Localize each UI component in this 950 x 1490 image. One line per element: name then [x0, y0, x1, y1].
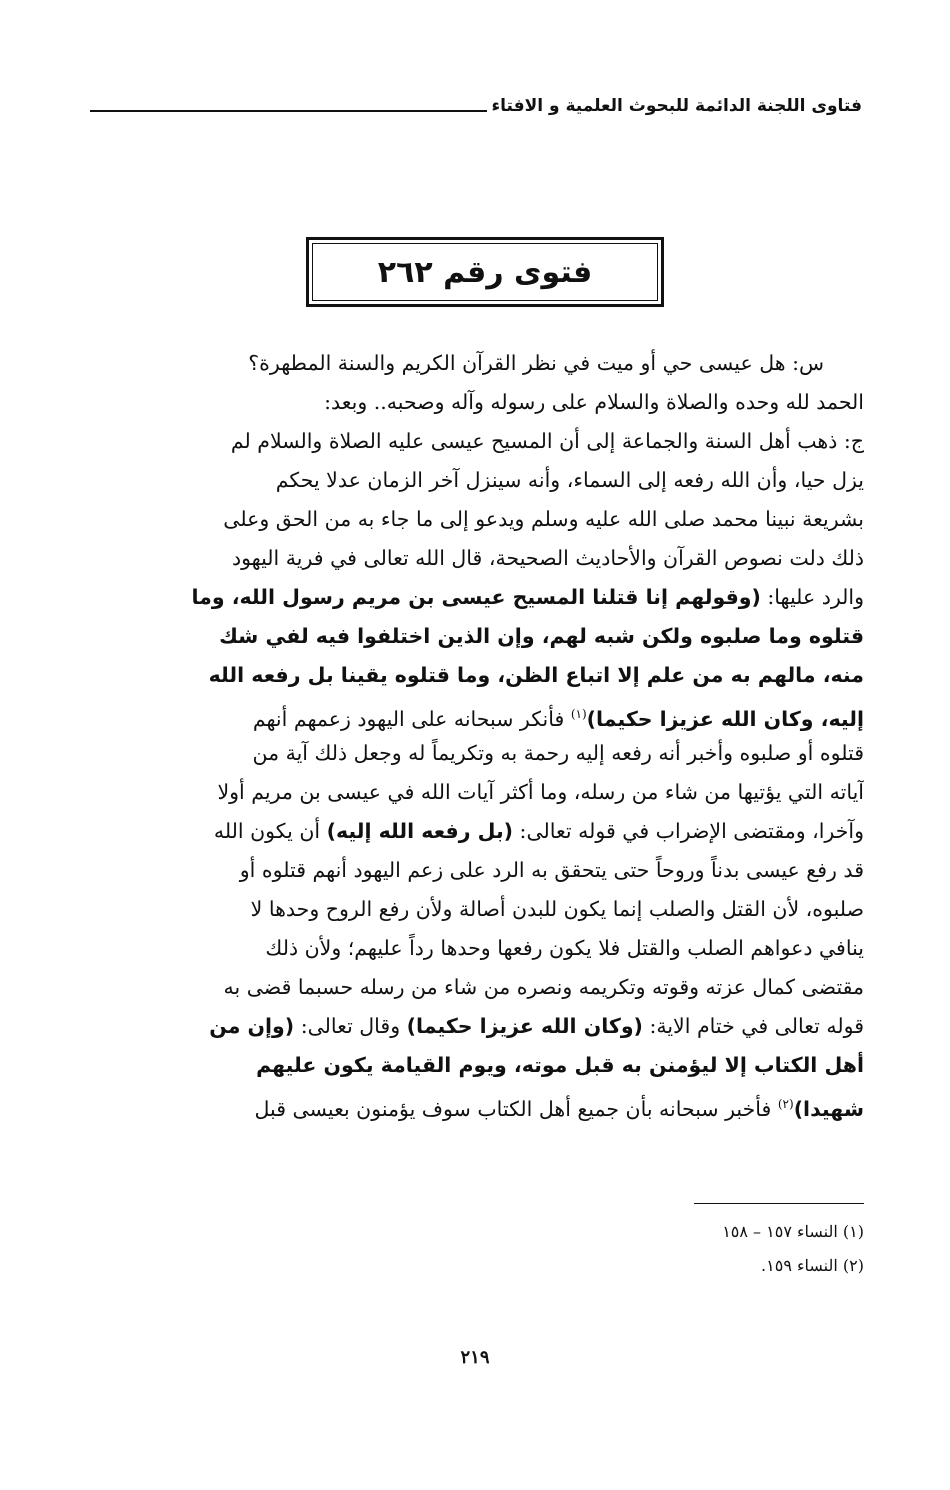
header-title: فتاوى اللجنة الدائمة للبحوث العلمية و الافتاء — [491, 96, 862, 116]
body-line — [86, 773, 864, 812]
footnote-separator — [694, 1203, 864, 1204]
line-text: صلبوه، لأن القتل والصلب إنما يكون للبدن أصالة ولأن رفع الروح وحدها لا — [250, 897, 864, 921]
body-line — [86, 929, 864, 968]
quran-quote: قتلوه وما صلبوه ولكن شبه لهم، وإن الذين اختلفوا فيه لفي شك — [219, 624, 864, 648]
line-text: وآخرا، ومقتضى الإضراب في قوله تعالى: — [513, 819, 864, 843]
body-line — [86, 461, 864, 500]
header-rule — [90, 110, 487, 112]
quran-quote: (وإن من — [209, 1014, 295, 1038]
line-text: فأخبر سبحانه بأن جميع أهل الكتاب سوف يؤمنون بعيسى قبل — [254, 1096, 778, 1121]
quran-quote: منه، مالهم به من علم إلا اتباع الظن، وما قتلوه يقينا بل رفعه الله — [208, 663, 864, 687]
line-text: قوله تعالى في ختام الاية: — [642, 1014, 864, 1038]
body-line — [86, 695, 864, 734]
body-line — [86, 500, 864, 539]
footnote-ref: (٢) — [777, 1097, 794, 1111]
running-header — [90, 86, 862, 116]
quran-quote: شهيدا) — [793, 1096, 864, 1121]
body-line — [86, 1085, 864, 1124]
body-line — [86, 734, 864, 773]
body-line — [86, 578, 864, 617]
body-line — [86, 422, 864, 461]
quran-quote: (وكان الله عزيزا حكيما) — [406, 1014, 643, 1038]
page-number: ٢١٩ — [460, 1347, 490, 1368]
footnotes — [464, 1215, 864, 1283]
line-text: قد رفع عيسى بدناً وروحاً حتى يتحقق به الرد على زعم اليهود أنهم قتلوه أو — [239, 858, 864, 882]
body-line — [86, 617, 864, 656]
line-text: ذلك دلت نصوص القرآن والأحاديث الصحيحة، قال الله تعالى في فرية اليهود — [231, 546, 864, 570]
fatwa-title: فتوى رقم ٢٦٢ — [377, 254, 593, 290]
line-text: ج: ذهب أهل السنة والجماعة إلى أن المسيح عيسى عليه الصلاة والسلام لم — [230, 429, 864, 453]
fatwa-title-box — [306, 237, 664, 307]
body-line — [86, 1007, 864, 1046]
body-line — [86, 1046, 864, 1085]
body-line — [86, 656, 864, 695]
body-line — [86, 539, 864, 578]
body-line — [86, 890, 864, 929]
footnote: (٢) النساء ١٥٩. — [761, 1256, 864, 1275]
line-text: مقتضى كمال عزته وقوته وتكريمه ونصره من شاء من رسله حسبما قضى به — [223, 975, 864, 999]
line-text: فأنكر سبحانه على اليهود زعمهم أنهم — [252, 706, 571, 731]
line-text: بشريعة نبينا محمد صلى الله عليه وسلم ويدعو إلى ما جاء به من الحق وعلى — [223, 507, 864, 531]
line-text: أن يكون الله — [213, 819, 327, 843]
footnote-ref: (١) — [570, 707, 587, 721]
quran-quote: (وقولهم إنا قتلنا المسيح عيسى بن مريم رسول الله، وما — [191, 585, 761, 609]
line-text: قتلوه أو صلبوه وأخبر أنه رفعه إليه رحمة به وتكريماً له وجعل ذلك آية من — [252, 741, 864, 765]
line-text: ينافي دعواهم الصلب والقتل فلا يكون رفعها وحدها رداً عليهم؛ ولأن ذلك — [265, 936, 864, 960]
line-text: يزل حيا، وأن الله رفعه إلى السماء، وأنه سينزل آخر الزمان عدلا يحكم — [275, 468, 864, 492]
footnote: (١) النساء ١٥٧ – ١٥٨ — [722, 1222, 864, 1241]
body-line — [86, 968, 864, 1007]
quran-quote: أهل الكتاب إلا ليؤمنن به قبل موته، ويوم القيامة يكون عليهم — [256, 1053, 864, 1077]
line-text: آياته التي يؤتيها من شاء من رسله، وما أكثر آيات الله في عيسى بن مريم أولا — [217, 780, 864, 804]
body-line — [86, 812, 864, 851]
quran-quote: (بل رفعه الله إليه) — [326, 819, 514, 843]
preamble-line: الحمد لله وحده والصلاة والسلام على رسوله وآله وصحبه.. وبعد: — [324, 390, 864, 414]
fatwa-body — [86, 344, 864, 1124]
line-text: وقال تعالى: — [294, 1014, 407, 1038]
body-line — [86, 851, 864, 890]
fatwa-title-inner-frame — [312, 243, 658, 301]
question-line: س: هل عيسى حي أو ميت في نظر القرآن الكريم والسنة المطهرة؟ — [248, 351, 824, 375]
line-text: والرد عليها: — [760, 585, 864, 609]
quran-quote: إليه، وكان الله عزيزا حكيما) — [586, 706, 864, 731]
